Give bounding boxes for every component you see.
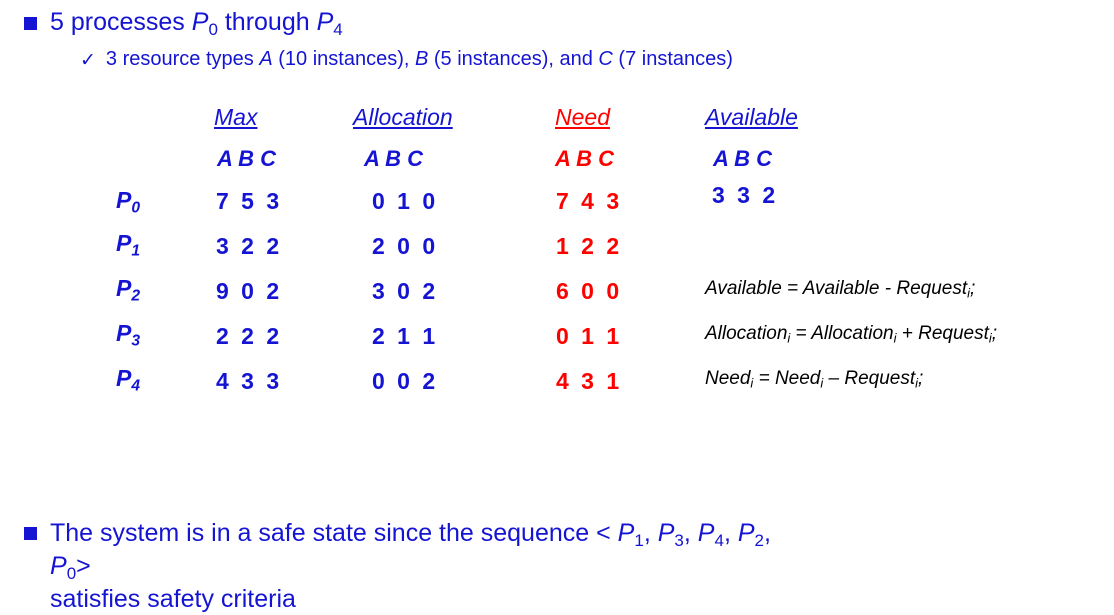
process-symbol: P [191, 8, 209, 36]
subheader-max-abc: A B C [217, 146, 277, 171]
column-header-allocation: Allocation [353, 104, 453, 130]
bullet-resources-text: 3 resource types A (10 instances), B (5 instances), and C (7 instances) [105, 48, 733, 70]
row-label-p1: $P_1$ [116, 230, 141, 260]
square-bullet-icon [24, 527, 37, 540]
formula-available: Available = Available - Request$_i$; [705, 278, 976, 301]
cell-max-p4: 4 3 3 [216, 368, 283, 394]
column-header-need: Need [555, 104, 610, 130]
cell-allocation-p3: 2 1 1 [372, 323, 439, 349]
cell-max-p0: 7 5 3 [216, 188, 283, 214]
bullet-processes-text: 5 processes $P_0$ through $P_4$ [50, 8, 343, 39]
formula-allocation: Allocation$_i$ = Allocation$_i$ + Request$_i$; [705, 323, 998, 346]
process-subscript: 0 [208, 19, 218, 39]
resource-c-symbol: C [598, 48, 613, 70]
subheader-allocation-abc: A B C [364, 146, 424, 171]
cell-allocation-p4: 0 0 2 [372, 368, 439, 394]
cell-max-p2: 9 0 2 [216, 278, 283, 304]
subheader-need-abc: A B C [555, 146, 615, 171]
cell-need-p0: 7 4 3 [556, 188, 623, 214]
process-symbol: P [316, 8, 334, 36]
row-label-p2: $P_2$ [116, 275, 141, 305]
column-header-available: Available [705, 104, 798, 130]
cell-available: 3 3 2 [712, 182, 779, 208]
square-bullet-icon [24, 17, 37, 30]
cell-allocation-p2: 3 0 2 [372, 278, 439, 304]
cell-need-p1: 1 2 2 [556, 233, 623, 259]
subheader-available-abc: A B C [713, 146, 773, 171]
row-label-p3: $P_3$ [116, 320, 141, 350]
cell-need-p4: 4 3 1 [556, 368, 623, 394]
bullet-safe-state-text: The system is in a safe state since the sequence < $P_1$, $P_3$, $P_4$, $P_2$, $P_0>$ satisfies safety criteria [50, 519, 771, 613]
check-bullet-icon: ✓ [80, 50, 96, 71]
formula-need: Need$_i$ = Need$_i$ – Request$_i$; [705, 368, 924, 391]
cell-need-p3: 0 1 1 [556, 323, 623, 349]
process-subscript: 4 [333, 19, 343, 39]
cell-need-p2: 6 0 0 [556, 278, 623, 304]
bullet-processes [24, 8, 343, 40]
bullet-safe-state [24, 518, 810, 615]
resource-a-symbol: A [259, 48, 273, 70]
cell-max-p1: 3 2 2 [216, 233, 283, 259]
bullet-safe-state-line2: satisfies safety criteria [50, 585, 296, 613]
cell-max-p3: 2 2 2 [216, 323, 283, 349]
cell-allocation-p1: 2 0 0 [372, 233, 439, 259]
row-label-p0: $P_0$ [116, 187, 141, 217]
column-header-max: Max [214, 104, 258, 130]
bullet-resources [80, 48, 733, 72]
cell-allocation-p0: 0 1 0 [372, 188, 439, 214]
row-label-p4: $P_4$ [116, 365, 141, 395]
resource-b-symbol: B [414, 48, 429, 70]
